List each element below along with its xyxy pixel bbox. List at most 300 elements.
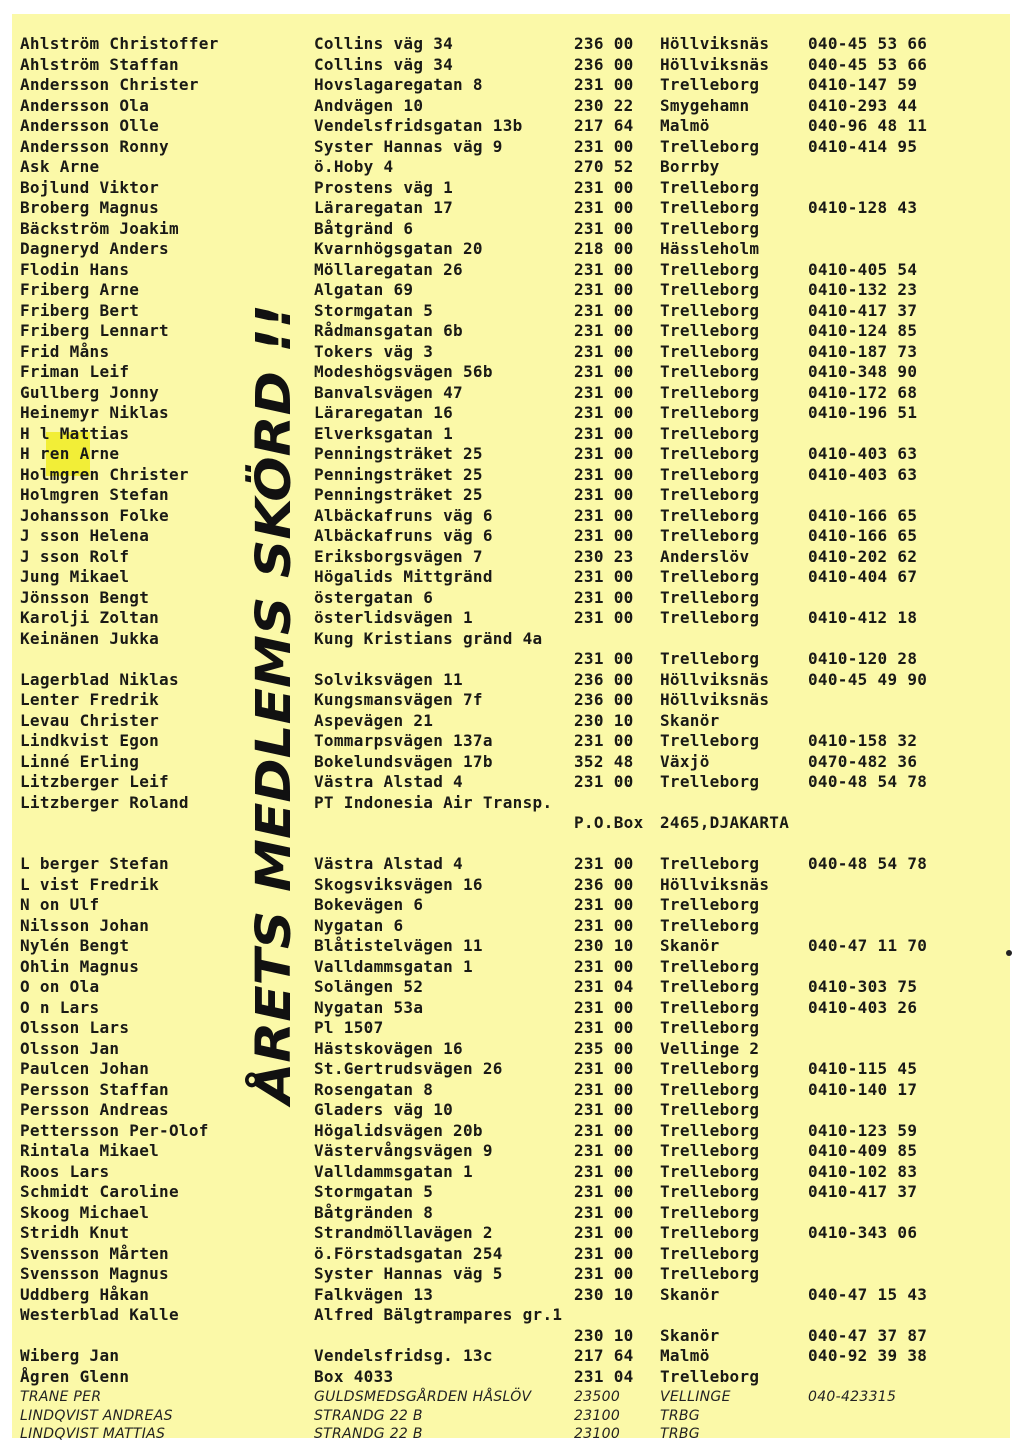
member-city: Anderslöv [660,547,750,566]
stamp-annotation [242,284,312,1114]
member-zip: 231 00 [574,731,634,750]
member-street: Kung Kristians gränd 4a [314,629,543,648]
member-zip: 231 00 [574,362,634,381]
member-city: Höllviksnäs [660,34,770,53]
member-street: Penningsträket 25 [314,444,483,463]
member-name: L vist Fredrik [20,875,160,894]
member-zip: 270 52 [574,157,634,176]
member-street: Banvalsvägen 47 [314,383,463,402]
member-zip: 230 10 [574,711,634,730]
member-city: Trelleborg [660,280,760,299]
member-zip: 23100 [574,1408,621,1424]
member-zip: 230 10 [574,1326,634,1345]
member-zip: 231 00 [574,321,634,340]
member-phone: 040-45 53 66 [808,34,928,53]
member-city: Trelleborg [660,998,760,1017]
member-phone: 040-45 53 66 [808,55,928,74]
member-street: Falkvägen 13 [314,1285,434,1304]
member-phone: 040-48 54 78 [808,772,928,791]
member-city: Trelleborg [660,1018,760,1037]
member-zip: 231 00 [574,916,634,935]
member-street: Gladers väg 10 [314,1100,454,1119]
member-name: J sson Rolf [20,547,130,566]
member-name: Lindkvist Egon [20,731,160,750]
member-phone: 0410-403 26 [808,998,918,1017]
member-street: Västra Alstad 4 [314,772,463,791]
member-city: Trelleborg [660,1203,760,1222]
member-name: Friberg Lennart [20,321,169,340]
member-zip: 217 64 [574,116,634,135]
member-street: Eriksborgsvägen 7 [314,547,483,566]
member-zip: P.O.Box [574,813,644,832]
member-zip: 236 00 [574,55,634,74]
member-city: Trelleborg [660,383,760,402]
member-street: Vendelsfridsgatan 13b [314,116,523,135]
member-phone: 0410-293 44 [808,96,918,115]
member-name: Dagneryd Anders [20,239,169,258]
member-zip: 231 00 [574,608,634,627]
member-name: Holmgren Stefan [20,485,169,504]
member-name: Nylén Bengt [20,936,130,955]
member-street: Box 4033 [314,1367,394,1386]
member-street: Algatan 69 [314,280,414,299]
member-zip: 231 04 [574,1367,634,1386]
member-name: Pettersson Per-Olof [20,1121,209,1140]
member-city: Skanör [660,936,720,955]
member-city: Trelleborg [660,1121,760,1140]
member-zip: 231 00 [574,75,634,94]
member-name: Lagerblad Niklas [20,670,179,689]
member-name: L berger Stefan [20,854,169,873]
member-city: Skanör [660,711,720,730]
member-street: Penningsträket 25 [314,485,483,504]
member-name: Ahlström Staffan [20,55,179,74]
member-phone: 0410-405 54 [808,260,918,279]
member-zip: 231 00 [574,219,634,238]
member-zip: 231 00 [574,1182,634,1201]
member-name: Linné Erling [20,752,140,771]
member-name: N on Ulf [20,895,100,914]
member-zip: 231 00 [574,1162,634,1181]
member-name: Svensson Magnus [20,1264,169,1283]
member-name: Schmidt Caroline [20,1182,179,1201]
member-city: Trelleborg [660,219,760,238]
member-city: Trelleborg [660,198,760,217]
member-city: Trelleborg [660,403,760,422]
member-phone: 0410-128 43 [808,198,918,217]
member-phone: 040-48 54 78 [808,854,928,873]
member-city: Trelleborg [660,608,760,627]
member-zip: 230 10 [574,1285,634,1304]
member-phone: 040-47 37 87 [808,1326,928,1345]
member-name: Holmgren Christer [20,465,189,484]
member-zip: 231 00 [574,342,634,361]
member-name: Broberg Magnus [20,198,160,217]
member-list-page [12,14,1010,1442]
member-street: Läraregatan 17 [314,198,454,217]
member-zip: 231 00 [574,1121,634,1140]
member-zip: 236 00 [574,875,634,894]
member-street: Alfred Bälgtrampares gr.1 [314,1305,563,1324]
member-name: Johansson Folke [20,506,169,525]
member-phone: 0410-196 51 [808,403,918,422]
member-name: H l Mattias [20,424,130,443]
member-phone: 0410-202 62 [808,547,918,566]
member-street: STRANDG 22 B [314,1408,423,1424]
member-name: Persson Staffan [20,1080,169,1099]
member-zip: 231 00 [574,895,634,914]
member-street: Hovslagaregatan 8 [314,75,483,94]
member-street: Båtgränden 8 [314,1203,434,1222]
member-zip: 231 00 [574,1264,634,1283]
member-street: Modeshögsvägen 56b [314,362,493,381]
member-city: Trelleborg [660,362,760,381]
member-zip: 231 00 [574,854,634,873]
member-street: östergatan 6 [314,588,434,607]
member-phone: 0410-403 63 [808,444,918,463]
member-city: Malmö [660,1346,710,1365]
member-street: Högalidsvägen 20b [314,1121,483,1140]
member-name: Jung Mikael [20,567,130,586]
member-zip: 218 00 [574,239,634,258]
member-phone: 0410-172 68 [808,383,918,402]
member-zip: 231 00 [574,403,634,422]
member-name: Skoog Michael [20,1203,150,1222]
member-street: Valldammsgatan 1 [314,1162,473,1181]
member-zip: 231 00 [574,465,634,484]
member-zip: 23500 [574,1389,621,1405]
member-name: Svensson Mårten [20,1244,169,1263]
member-name: Andersson Olle [20,116,160,135]
member-city: Skanör [660,1285,720,1304]
member-zip: 231 00 [574,1244,634,1263]
member-phone: 0410-132 23 [808,280,918,299]
member-name: Keinänen Jukka [20,629,160,648]
member-street: Solviksvägen 11 [314,670,463,689]
member-name: Ågren Glenn [20,1367,130,1386]
member-name: Uddberg Håkan [20,1285,150,1304]
member-city: Trelleborg [660,526,760,545]
member-name: Litzberger Leif [20,772,169,791]
member-zip: 236 00 [574,670,634,689]
member-city: Trelleborg [660,1080,760,1099]
member-name: LINDQVIST ANDREAS [20,1408,173,1424]
member-street: Kvarnhögsgatan 20 [314,239,483,258]
member-street: Stormgatan 5 [314,301,434,320]
member-name: Friberg Arne [20,280,140,299]
member-street: Elverksgatan 1 [314,424,454,443]
member-name: Persson Andreas [20,1100,169,1119]
member-zip: 231 00 [574,998,634,1017]
member-city: Trelleborg [660,342,760,361]
member-name: O n Lars [20,998,100,1017]
member-zip: 236 00 [574,34,634,53]
member-phone: 040-47 11 70 [808,936,928,955]
member-city: Trelleborg [660,1244,760,1263]
member-city: Hässleholm [660,239,760,258]
member-city: Höllviksnäs [660,55,770,74]
member-street: ö.Hoby 4 [314,157,394,176]
member-zip: 231 00 [574,506,634,525]
member-zip: 231 00 [574,772,634,791]
member-street: Andvägen 10 [314,96,424,115]
member-name: Andersson Ronny [20,137,169,156]
member-zip: 231 00 [574,567,634,586]
member-zip: 231 00 [574,280,634,299]
member-city: Trelleborg [660,588,760,607]
member-city: Höllviksnäs [660,690,770,709]
member-name: Flodin Hans [20,260,130,279]
member-phone: 0410-120 28 [808,649,918,668]
member-city: Trelleborg [660,1223,760,1242]
member-street: Prostens väg 1 [314,178,454,197]
member-name: Olsson Jan [20,1039,120,1058]
member-name: Bojlund Viktor [20,178,160,197]
member-name: Rintala Mikael [20,1141,160,1160]
member-city: Trelleborg [660,321,760,340]
member-zip: 231 00 [574,485,634,504]
member-zip: 230 23 [574,547,634,566]
member-name: Olsson Lars [20,1018,130,1037]
member-name: Roos Lars [20,1162,110,1181]
member-city: Trelleborg [660,444,760,463]
member-zip: 231 00 [574,198,634,217]
member-street: Skogsviksvägen 16 [314,875,483,894]
member-phone: 0410-140 17 [808,1080,918,1099]
member-street: Nygatan 53a [314,998,424,1017]
member-phone: 040-47 15 43 [808,1285,928,1304]
member-street: Högalids Mittgränd [314,567,493,586]
member-city: Trelleborg [660,916,760,935]
member-street: St.Gertrudsvägen 26 [314,1059,503,1078]
member-city: Trelleborg [660,1264,760,1283]
member-city: Trelleborg [660,649,760,668]
member-phone: 0410-343 06 [808,1223,918,1242]
member-street: Rådmansgatan 6b [314,321,463,340]
member-city: Trelleborg [660,1182,760,1201]
member-street: Valldammsgatan 1 [314,957,473,976]
member-city: Borrby [660,157,720,176]
member-street: Albäckafruns väg 6 [314,526,493,545]
member-street: Syster Hannas väg 5 [314,1264,503,1283]
member-street: Västra Alstad 4 [314,854,463,873]
member-city: Trelleborg [660,260,760,279]
member-zip: 231 00 [574,260,634,279]
member-name: Bäckström Joakim [20,219,179,238]
member-name: Paulcen Johan [20,1059,150,1078]
member-street: STRANDG 22 B [314,1426,423,1442]
member-city: Trelleborg [660,567,760,586]
member-zip: 231 00 [574,178,634,197]
member-zip: 231 00 [574,957,634,976]
member-street: Penningsträket 25 [314,465,483,484]
member-phone: 0410-403 63 [808,465,918,484]
member-city: Trelleborg [660,506,760,525]
member-name: Ohlin Magnus [20,957,140,976]
member-street: Pl 1507 [314,1018,384,1037]
member-city: Trelleborg [660,465,760,484]
member-street: Bokelundsvägen 17b [314,752,493,771]
member-city: Trelleborg [660,957,760,976]
member-zip: 231 00 [574,649,634,668]
member-street: Kungsmansvägen 7f [314,690,483,709]
member-name: Andersson Ola [20,96,150,115]
member-zip: 231 00 [574,1100,634,1119]
member-zip: 352 48 [574,752,634,771]
member-phone: 0410-147 59 [808,75,918,94]
member-city: Trelleborg [660,1059,760,1078]
member-city: Trelleborg [660,1162,760,1181]
member-street: Båtgränd 6 [314,219,414,238]
member-name: Levau Christer [20,711,160,730]
member-street: Strandmöllavägen 2 [314,1223,493,1242]
member-city: Skanör [660,1326,720,1345]
member-phone: 0410-409 85 [808,1141,918,1160]
member-street: Stormgatan 5 [314,1182,434,1201]
member-zip: 231 00 [574,1141,634,1160]
member-zip: 231 00 [574,301,634,320]
member-city: VELLINGE [660,1389,731,1405]
member-city: Växjö [660,752,710,771]
member-street: Solängen 52 [314,977,424,996]
member-street: ö.Förstadsgatan 254 [314,1244,503,1263]
member-name: Gullberg Jonny [20,383,160,402]
member-phone: 0410-417 37 [808,1182,918,1201]
member-name: TRANE PER [20,1389,102,1405]
member-street: Läraregatan 16 [314,403,454,422]
member-zip: 23100 [574,1426,621,1442]
member-zip: 231 00 [574,1080,634,1099]
member-street: PT Indonesia Air Transp. [314,793,553,812]
member-street: Västervångsvägen 9 [314,1141,493,1160]
member-city: Vellinge 2 [660,1039,760,1058]
member-street: Collins väg 34 [314,34,454,53]
member-city: Malmö [660,116,710,135]
member-name: Stridh Knut [20,1223,130,1242]
member-name: Ask Arne [20,157,100,176]
member-name: J sson Helena [20,526,150,545]
member-phone: 0410-115 45 [808,1059,918,1078]
member-city: Trelleborg [660,1141,760,1160]
member-phone: 0410-414 95 [808,137,918,156]
member-zip: 231 04 [574,977,634,996]
member-city: Trelleborg [660,895,760,914]
member-name: Lenter Fredrik [20,690,160,709]
member-phone: 0410-124 85 [808,321,918,340]
member-city: TRBG [660,1426,700,1442]
member-phone: 040-423315 [808,1389,897,1405]
member-city: Trelleborg [660,731,760,750]
member-phone: 0410-412 18 [808,608,918,627]
member-zip: 217 64 [574,1346,634,1365]
member-street: Bokevägen 6 [314,895,424,914]
member-street: Aspevägen 21 [314,711,434,730]
member-name: Andersson Christer [20,75,199,94]
member-street: Tokers väg 3 [314,342,434,361]
member-city: Höllviksnäs [660,875,770,894]
member-phone: 0410-187 73 [808,342,918,361]
member-street: Möllaregatan 26 [314,260,463,279]
member-zip: 231 00 [574,1018,634,1037]
member-phone: 0410-417 37 [808,301,918,320]
member-name: Heinemyr Niklas [20,403,169,422]
member-zip: 230 10 [574,936,634,955]
member-street: Collins väg 34 [314,55,454,74]
member-city: Trelleborg [660,137,760,156]
member-street: Blåtistelvägen 11 [314,936,483,955]
member-phone: 040-92 39 38 [808,1346,928,1365]
member-street: österlidsvägen 1 [314,608,473,627]
member-phone: 0410-166 65 [808,526,918,545]
member-zip: 231 00 [574,1223,634,1242]
member-city: Trelleborg [660,772,760,791]
member-zip: 236 00 [574,690,634,709]
member-name: Karolji Zoltan [20,608,160,627]
member-phone: 0410-158 32 [808,731,918,750]
member-street: Albäckafruns väg 6 [314,506,493,525]
member-zip: 231 00 [574,444,634,463]
stamp-text: ÅRETS MEDLEMS SKÖRD !! [246,383,302,1104]
member-zip: 231 00 [574,1203,634,1222]
member-name: Nilsson Johan [20,916,150,935]
ink-dot [1006,950,1012,956]
member-phone: 040-45 49 90 [808,670,928,689]
member-phone: 0410-123 59 [808,1121,918,1140]
member-city: Trelleborg [660,977,760,996]
member-name: Frid Måns [20,342,110,361]
member-city: Smygehamn [660,96,750,115]
member-name: Westerblad Kalle [20,1305,179,1324]
member-zip: 231 00 [574,588,634,607]
member-city: Trelleborg [660,75,760,94]
member-phone: 0410-303 75 [808,977,918,996]
member-name: LINDQVIST MATTIAS [20,1426,166,1442]
member-name: Friman Leif [20,362,130,381]
member-street: GULDSMEDSGÅRDEN HÅSLÖV [314,1389,532,1405]
member-name: H ren Arne [20,444,120,463]
member-zip: 231 00 [574,424,634,443]
member-city: Trelleborg [660,485,760,504]
member-name: Jönsson Bengt [20,588,150,607]
member-phone: 0410-102 83 [808,1162,918,1181]
member-name: Litzberger Roland [20,793,189,812]
member-zip: 235 00 [574,1039,634,1058]
member-street: Hästskovägen 16 [314,1039,463,1058]
member-phone: 0410-166 65 [808,506,918,525]
member-zip: 231 00 [574,137,634,156]
member-city: Trelleborg [660,1367,760,1386]
member-name: Friberg Bert [20,301,140,320]
member-phone: 0410-404 67 [808,567,918,586]
member-zip: 230 22 [574,96,634,115]
member-city: TRBG [660,1408,700,1424]
member-street: Rosengatan 8 [314,1080,434,1099]
member-phone: 0470-482 36 [808,752,918,771]
member-city: Höllviksnäs [660,670,770,689]
member-city: 2465,DJAKARTA [660,813,790,832]
member-city: Trelleborg [660,178,760,197]
member-phone: 040-96 48 11 [808,116,928,135]
member-city: Trelleborg [660,1100,760,1119]
member-street: Vendelsfridsg. 13c [314,1346,493,1365]
member-city: Trelleborg [660,424,760,443]
member-zip: 231 00 [574,383,634,402]
member-name: Ahlström Christoffer [20,34,219,53]
member-zip: 231 00 [574,526,634,545]
member-phone: 0410-348 90 [808,362,918,381]
member-street: Nygatan 6 [314,916,404,935]
member-street: Tommarpsvägen 137a [314,731,493,750]
